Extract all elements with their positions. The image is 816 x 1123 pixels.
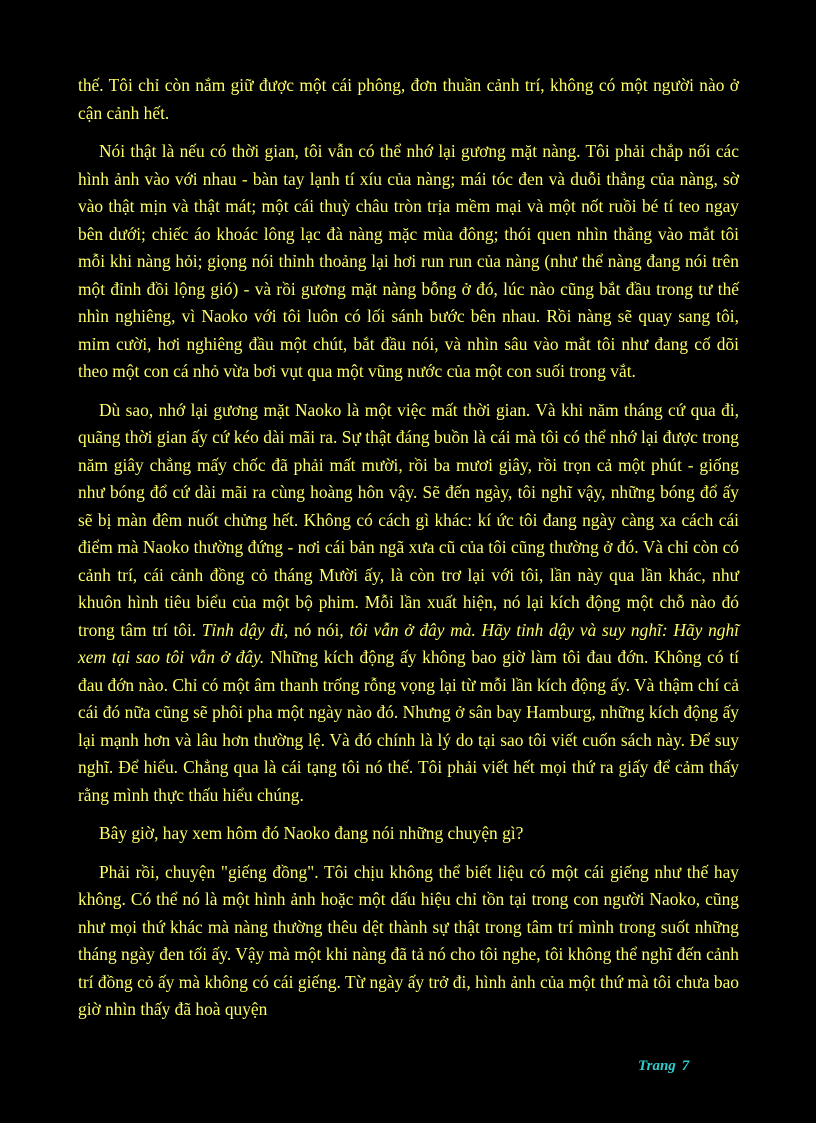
- paragraph: [78, 859, 739, 1024]
- paragraph-text: Những kích động ấy không bao giờ làm tôi đau đớn. Không có tí đau đớn nào. Chỉ có một âm thanh trống rỗng vọng lại từ mỗi lần kích động ấy. Và thậm chí cả cái đó nữa cũng sẽ phôi pha một ngày nào đó. Nhưng ở sân bay Hamburg, những kích động ấy lại mạnh hơn và lâu hơn thường lệ. Và đó chính là lý do tại sao tôi viết cuốn sách này. Để suy nghĩ. Để hiểu. Chẳng qua là cái tạng tôi nó thế. Tôi phải viết hết mọi thứ ra giấy để cảm thấy rằng mình thực thấu hiểu chúng.: [78, 647, 740, 805]
- paragraph-text: , nó nói,: [283, 619, 350, 640]
- paragraph-text: Phải rồi, chuyện "giếng đồng". Tôi chịu không thể biết liệu có một cái giếng như thế hay không. Có thể nó là một hình ảnh hoặc một dấu hiệu chỉ tồn tại trong con người Naoko, cũng như mọi thứ khác mà nàng thường thêu dệt thành sự thật trong tâm trí mình trong suốt những tháng ngày đen tối ấy. Vậy mà một khi nàng đã tả nó cho tôi nghe, tôi không thể nghĩ đến cảnh trí đồng cỏ ấy mà không có cái giếng. Từ ngày ấy trở đi, hình ảnh của một thứ mà tôi chưa bao giờ nhìn thấy đã hoà quyện: [78, 861, 739, 1019]
- paragraph-text: Bây giờ, hay xem hôm đó Naoko đang nói những chuyện gì?: [99, 823, 524, 843]
- page-label: Trang: [638, 1058, 676, 1074]
- paragraph: [78, 820, 739, 848]
- paragraph-text: Nói thật là nếu có thời gian, tôi vẫn có thể nhớ lại gương mặt nàng. Tôi phải chắp nối các hình ảnh vào với nhau - bàn tay lạnh tí xíu của nàng; mái tóc đen và duỗi thẳng của nàng, sờ vào thật mịn và thật mát; một cái thuỳ châu tròn trịa mềm mại và một nốt ruồi bé tí teo ngay bên dưới; chiếc áo khoác lông lạc đà nàng mặc mùa đông; thói quen nhìn thẳng vào mắt tôi mỗi khi nàng hỏi; giọng nói thỉnh thoảng lại hơi run run của nàng (như thể nàng đang nói trên một đỉnh đồi lộng gió) - và rồi gương mặt nàng bỗng ở đó, lúc nào cũng bắt đầu trong tư thế nhìn nghiêng, vì Naoko với tôi luôn có lối sánh bước bên nhau. Rồi nàng sẽ quay sang tôi, mỉm cười, hơi nghiêng đầu một chút, bắt đầu nói, và nhìn sâu vào mắt tôi như đang cố dõi theo một con cá nhỏ vừa bơi vụt qua một vũng nước của một con suối trong vắt.: [78, 141, 739, 381]
- page-footer: [638, 1058, 689, 1075]
- page-number: 7: [681, 1058, 690, 1074]
- paragraph: [78, 72, 739, 127]
- italic-text: Tỉnh dậy đi: [201, 619, 284, 640]
- italic-text: tôi vẫn ở đây mà. Hãy tỉnh dậy và suy nghĩ: Hãy nghĩ xem tại sao tôi vẫn ở đây.: [78, 619, 739, 667]
- paragraph: [78, 397, 739, 810]
- paragraph-text: Dù sao, nhớ lại gương mặt Naoko là một việc mất thời gian. Và khi năm tháng cứ qua đi, quãng thời gian ấy cứ kéo dài mãi ra. Sự thật đáng buồn là cái mà tôi có thể nhớ lại được trong năm giây chẳng mấy chốc đã phải mất mười, rồi ba mươi giây, rồi trọn cả một phút - giống như bóng đổ cứ dài mãi ra cùng hoàng hôn vậy. Sẽ đến ngày, tôi nghĩ vậy, những bóng đổ ấy sẽ bị màn đêm nuốt chửng hết. Không có cách gì khác: kí ức tôi đang ngày càng xa cách cái điểm mà Naoko thường đứng - nơi cái bản ngã xưa cũ của tôi cũng thường ở đó. Và chỉ còn có cảnh trí, cái cảnh đồng cỏ tháng Mười ấy, là còn trơ lại với tôi, lần này qua lần khác, như khuôn hình tiêu biểu của một bộ phim. Mỗi lần xuất hiện, nó lại kích động một chỗ nào đó trong tâm trí tôi.: [78, 399, 739, 640]
- document-page: [78, 72, 739, 1035]
- paragraph-text: thế. Tôi chỉ còn nắm giữ được một cái phông, đơn thuần cảnh trí, không có một người nào ở cận cảnh hết.: [78, 75, 739, 123]
- paragraph: [78, 138, 739, 386]
